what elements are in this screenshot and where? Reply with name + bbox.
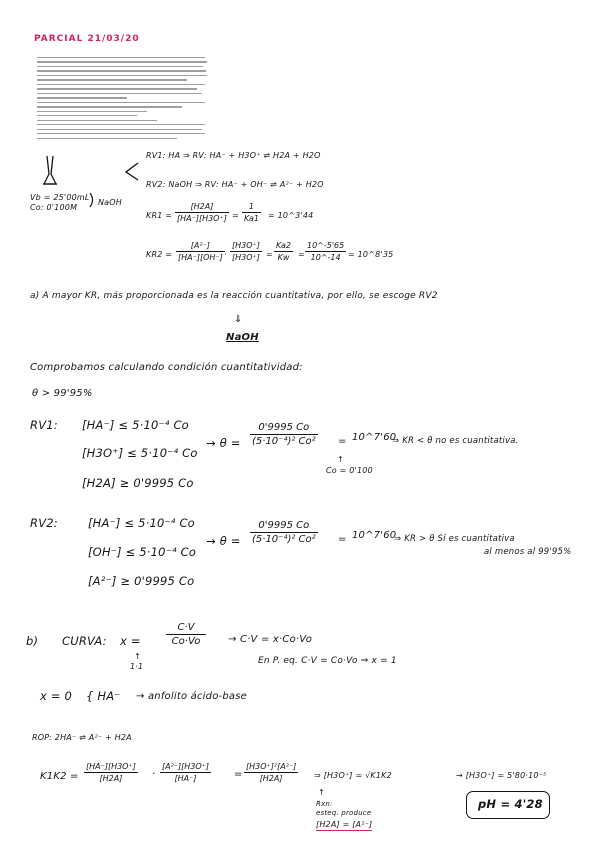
- rv1-label: RV1:: [30, 418, 58, 432]
- note-arrow: ↑: [318, 788, 325, 797]
- x-zero-species: { HA⁻: [86, 689, 121, 703]
- rv2-conclusion-2: al menos al 99'95%: [484, 547, 572, 557]
- part-a-arrow: ⇓: [234, 314, 243, 325]
- rv2-condition-2: [OH⁻] ≤ 5·10⁻⁴ Co: [88, 545, 197, 559]
- rv1-conclusion: ⇒ KR < θ no es cuantitativa.: [392, 436, 519, 446]
- kr2-fraction-3: Ka2 Kw: [276, 241, 291, 262]
- theta-condition: θ > 99'95%: [32, 388, 93, 399]
- k1k2-dot-1: ·: [152, 769, 156, 780]
- rv1-condition-1: [HA⁻] ≤ 5·10⁻⁴ Co: [82, 418, 189, 432]
- rv1-co-note: Co = 0'100: [326, 466, 373, 475]
- rv1-theta-fraction: 0'9995 Co (5·10⁻⁴)² Co²: [252, 422, 316, 447]
- rv2-condition-1: [HA⁻] ≤ 5·10⁻⁴ Co: [88, 516, 195, 530]
- rv1-theta-value: 10^7'60: [352, 432, 397, 443]
- k1k2-fraction-3: [H3O⁺]²[A²⁻] [H2A]: [246, 762, 297, 783]
- ph-result: pH = 4'28: [478, 797, 543, 811]
- kr2-equals-2: =: [298, 250, 305, 259]
- burette-reagent: NaOH: [98, 198, 122, 207]
- part-a-statement: a) A mayor KR, más proporcionada es la reacción cuantitativa, por ello, se escoge RV2: [30, 291, 438, 301]
- rv2-theta-fraction: 0'9995 Co (5·10⁻⁴)² Co²: [252, 520, 316, 545]
- kr2-label: KR2 =: [146, 250, 173, 259]
- rv2-condition-3: [A²⁻] ≥ 0'9995 Co: [88, 574, 195, 588]
- kr1-result: = 10^3'44: [268, 211, 314, 220]
- rv2-equals: =: [338, 534, 347, 545]
- k1k2-label: K1K2 =: [40, 771, 79, 782]
- x-sub-note: 1·1: [130, 662, 144, 671]
- x-zero-result: → anfolito ácido-base: [136, 691, 247, 702]
- x-zero: x = 0: [40, 689, 73, 703]
- kr1-equals: =: [232, 211, 239, 220]
- part-b-label: b): [26, 634, 39, 648]
- kr2-fraction-1: [A²⁻] [HA⁻][OH⁻]: [178, 241, 223, 262]
- rv1-condition-2: [H3O⁺] ≤ 5·10⁻⁴ Co: [82, 446, 198, 460]
- k1k2-fraction-1: [HA⁻][H3O⁺] [H2A]: [86, 762, 136, 783]
- part-a-check: Comprobamos calculando condición cuantitatividad:: [30, 362, 303, 373]
- k1k2-fraction-2: [A²⁻][H3O⁺] [HA⁻]: [162, 762, 210, 783]
- note-equal-species: [H2A] = [A²⁻]: [316, 820, 373, 829]
- rv1-theta-lhs: → θ =: [206, 436, 241, 450]
- page-title: PARCIAL 21/03/20: [34, 34, 140, 44]
- kr1-label: KR1 =: [146, 211, 173, 220]
- curve-label: CURVA:: [62, 634, 107, 648]
- reaction-rv1: RV1: HA ⇒ RV: HA⁻ + H3O⁺ ⇌ H2A + H2O: [146, 151, 321, 160]
- kr2-equals-1: =: [266, 250, 273, 259]
- x-fraction: C·V Co·Vo: [166, 622, 206, 647]
- x-relation: → C·V = x·Co·Vo: [228, 634, 313, 645]
- kr1-fraction-1: [H2A] [HA⁻][H3O⁺]: [177, 202, 227, 223]
- kr2-fraction-2: [H3O⁺] [H3O⁺]: [232, 241, 260, 262]
- rv2-theta-lhs: → θ =: [206, 534, 241, 548]
- kr1-fraction-2: 1 Ka1: [244, 202, 259, 223]
- kr2-result: = 10^8'35: [348, 250, 394, 259]
- k1k2-result: ⇒ [H3O⁺] = √K1K2: [314, 771, 392, 780]
- burette-concentration: Co: 0'100M: [30, 203, 78, 212]
- rv1-equals: =: [338, 436, 347, 447]
- rv2-theta-value: 10^7'60: [352, 530, 397, 541]
- h3o-value: → [H3O⁺] = 5'80·10⁻⁵: [456, 771, 547, 780]
- kr2-times: ·: [224, 250, 227, 259]
- reaction-rv2: RV2: NaOH ⇒ RV: HA⁻ + OH⁻ ⇌ A²⁻ + H2O: [146, 180, 324, 189]
- note-stoich: esteq. produce: [316, 809, 372, 817]
- kr2-fraction-4: 10^-5'65 10^-14: [307, 241, 345, 262]
- rv2-conclusion: ⇒ KR > θ Sí es cuantitativa: [394, 534, 515, 544]
- equivalence-point: En P. eq. C·V = Co·Vo ⇒ x = 1: [258, 656, 397, 666]
- x-sub-arrow: ↑: [134, 652, 141, 661]
- part-a-choice: NaOH: [226, 332, 259, 343]
- rv1-arrow-up: ↑: [337, 455, 344, 464]
- burette-volume: Vb = 25'00mL: [30, 193, 90, 202]
- rv2-label: RV2:: [30, 516, 58, 530]
- k1k2-equals: =: [234, 769, 243, 780]
- note-rxn: Rxn:: [316, 800, 333, 808]
- x-equals: x =: [120, 634, 141, 648]
- rv1-condition-3: [H2A] ≥ 0'9995 Co: [82, 476, 194, 490]
- rop-reaction: ROP: 2HA⁻ ⇌ A²⁻ + H2A: [32, 733, 132, 742]
